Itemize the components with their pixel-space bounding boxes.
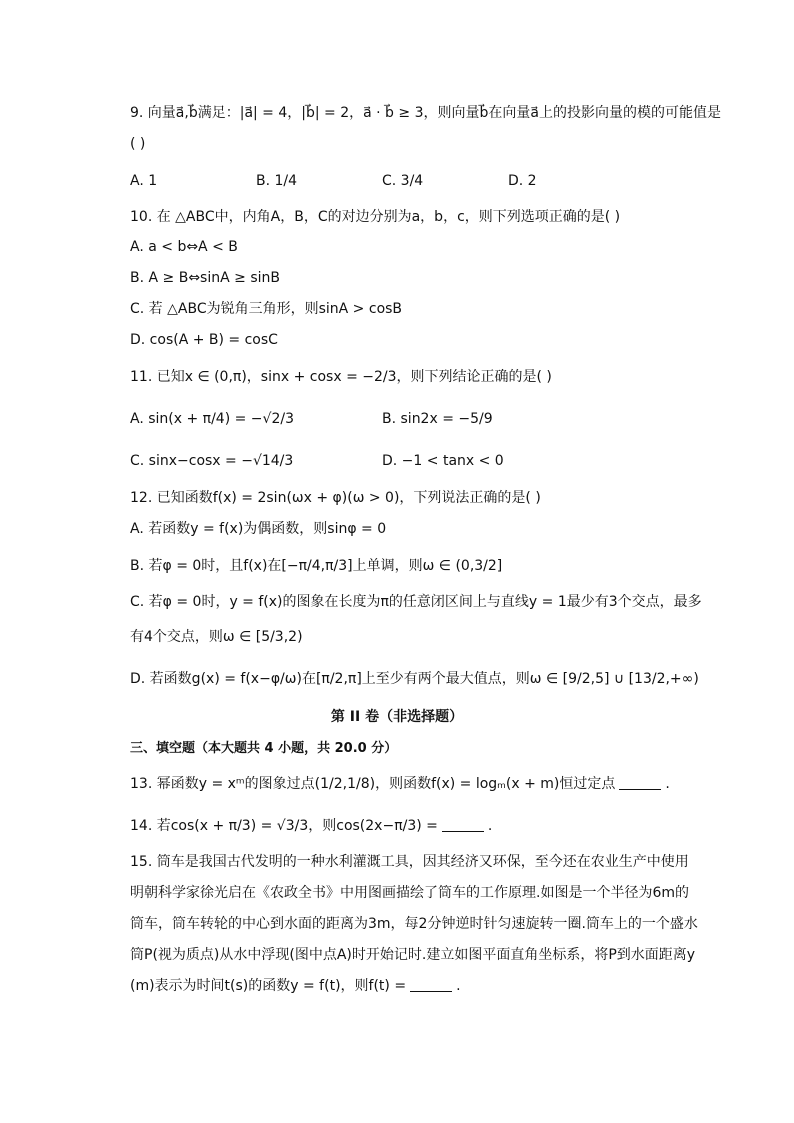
q15-line2: 明朝科学家徐光启在《农政全书》中用图画描绘了筒车的工作原理.如图是一个半径为6m的 [130, 885, 689, 901]
q15-text: (m)表示为时间t(s)的函数y = f(t)，则f(t) = [130, 978, 407, 994]
q14 [130, 816, 690, 836]
q11-option-a: A. sin(x + π/4) = −√2/3 [130, 411, 294, 427]
q10-option-c: C. 若 △ABC为锐角三角形，则sinA > cosB [130, 301, 403, 317]
q11-option-c: C. sinx−cosx = −√14/3 [130, 453, 294, 469]
q12-option-a: A. 若函数y = f(x)为偶函数，则sinφ = 0 [130, 521, 387, 537]
q15-line3: 筒车，筒车转轮的中心到水面的距离为3m，每2分钟逆时针匀速旋转一圈.筒车上的一个盛水 [130, 916, 698, 932]
q10-option-d: D. cos(A + B) = cosC [130, 332, 278, 348]
q10-option-a: A. a < b⇔A < B [130, 239, 238, 255]
q12-stem: 12. 已知函数f(x) = 2sin(ωx + φ)(ω > 0)，下列说法正确的是( ) [130, 490, 541, 506]
section-heading: 三、填空题（本大题共 4 小题，共 20.0 分） [130, 741, 398, 756]
q15-line1: 15. 筒车是我国古代发明的一种水利灌溉工具，因其经济又环保，至今还在农业生产中使用 [130, 854, 689, 870]
q9-option-d: D. 2 [508, 173, 537, 189]
q12-option-d: D. 若函数g(x) = f(x−φ/ω)在[π/2,π]上至少有两个最大值点，则ω ∈ [9/2,5] ∪ [13/2,+∞) [130, 671, 699, 687]
q14-answer-blank[interactable] [442, 817, 484, 832]
q15-end: . [456, 978, 461, 994]
q14-end: . [487, 818, 493, 834]
q10-option-b: B. A ≥ B⇔sinA ≥ sinB [130, 270, 280, 286]
q12-option-b: B. 若φ = 0时，且f(x)在[−π/4,π/3]上单调，则ω ∈ (0,3/2] [130, 558, 503, 574]
q12-option-c-line1: C. 若φ = 0时，y = f(x)的图象在长度为π的任意闭区间上与直线y = 1最少有3个交点，最多 [130, 594, 702, 610]
q11-stem: 11. 已知x ∈ (0,π)，sinx + cosx = −2/3，则下列结论正确的是( ) [130, 369, 552, 385]
q9-stem: 9. 向量a⃗,b⃗满足：|a⃗| = 4，|b⃗| = 2，a⃗ · b⃗ ≥ 3，则向量b⃗在向量a⃗上的投影向量的模的可能值是 [130, 105, 721, 121]
q13 [130, 774, 690, 794]
q14-text: 14. 若cos(x + π/3) = √3/3，则cos(2x−π/3) = [130, 818, 438, 834]
q12-option-c-line2: 有4个交点，则ω ∈ [5/3,2) [130, 629, 303, 645]
q10-stem: 10. 在 △ABC中，内角A，B，C的对边分别为a，b，c，则下列选项正确的是( ) [130, 209, 621, 225]
q13-end: . [665, 776, 670, 792]
q15-line5 [130, 976, 690, 996]
q9-option-a: A. 1 [130, 173, 158, 189]
q11-option-d: D. −1 < tanx < 0 [382, 453, 504, 469]
section-title: 第 II 卷（非选择题） [330, 709, 464, 725]
q15-answer-blank[interactable] [410, 977, 452, 992]
q9-option-b: B. 1/4 [256, 173, 298, 189]
q13-answer-blank[interactable] [619, 775, 661, 790]
q15-line4: 筒P(视为质点)从水中浮现(图中点A)时开始记时.建立如图平面直角坐标系，将P到水面距离y [130, 947, 696, 963]
q9-option-c: C. 3/4 [382, 173, 424, 189]
q9-paren: ( ) [130, 136, 146, 152]
q13-text: 13. 幂函数y = xᵐ的图象过点(1/2,1/8)，则函数f(x) = logₘ(x + m)恒过定点 [130, 776, 616, 792]
q11-option-b: B. sin2x = −5/9 [382, 411, 493, 427]
